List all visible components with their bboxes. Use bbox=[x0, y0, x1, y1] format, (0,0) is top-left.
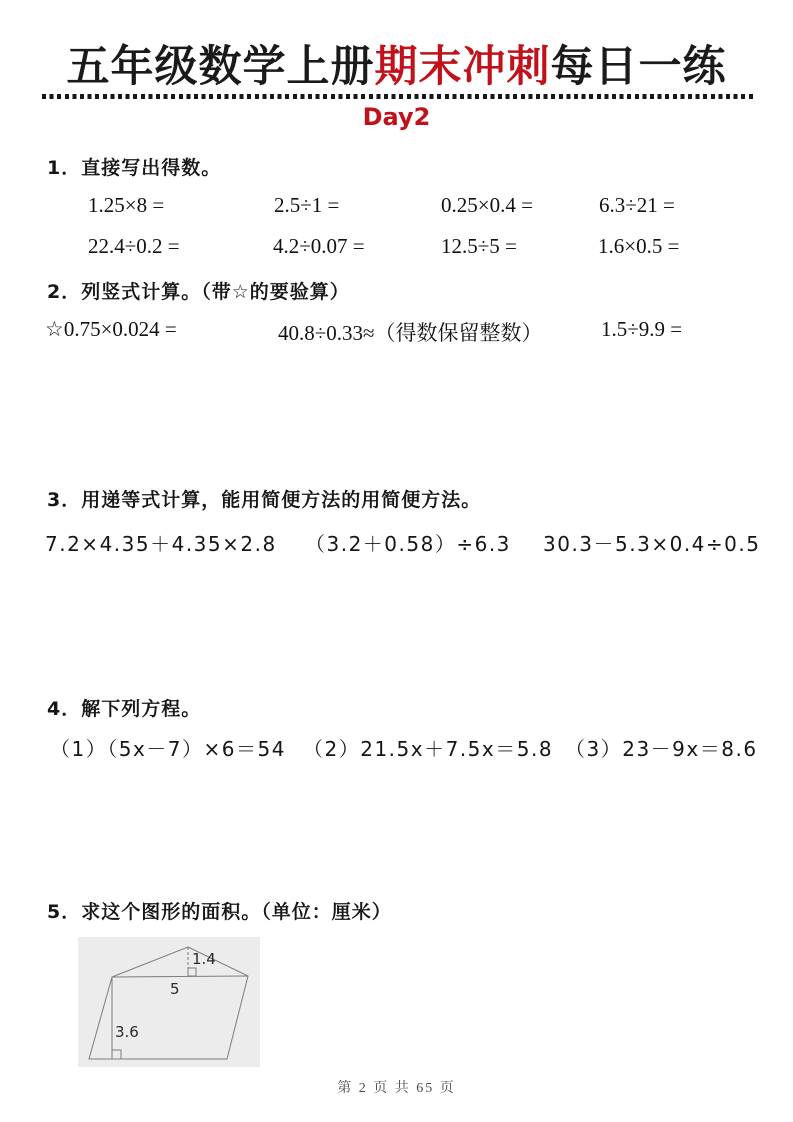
dotted-divider bbox=[42, 94, 754, 99]
q1-expression-8: 1.6×0.5 = bbox=[598, 234, 680, 258]
q3-expression-3: 30.3－5.3×0.4÷0.5 bbox=[543, 532, 761, 556]
question-3-heading: 3．用递等式计算，能用简便方法的用简便方法。 bbox=[47, 489, 482, 511]
label-base: 5 bbox=[170, 980, 180, 998]
title-suffix: 每日一练 bbox=[550, 42, 727, 92]
question-5-heading: 5．求这个图形的面积。（单位：厘米） bbox=[47, 901, 392, 923]
label-side-height: 3.6 bbox=[115, 1023, 139, 1041]
title-highlight: 期末冲刺 bbox=[374, 42, 551, 92]
q4-equation-2: （2）21.5x＋7.5x＝5.8 bbox=[303, 737, 554, 761]
page-number: 第 2 页 共 65 页 bbox=[337, 1081, 456, 1096]
question-2-heading: 2．列竖式计算。（带☆的要验算） bbox=[47, 281, 350, 303]
question-1-heading: 1．直接写出得数。 bbox=[47, 157, 222, 179]
q4-equation-3: （3）23－9x＝8.6 bbox=[565, 737, 758, 761]
q2-expression-3: 1.5÷9.9 = bbox=[601, 317, 683, 341]
page-title bbox=[0, 33, 793, 94]
q1-expression-7: 12.5÷5 = bbox=[441, 234, 517, 258]
question-4-heading: 4．解下列方程。 bbox=[47, 698, 202, 720]
title-prefix: 五年级数学上册 bbox=[66, 42, 375, 92]
q1-expression-5: 22.4÷0.2 = bbox=[88, 234, 180, 258]
label-triangle-height: 1.4 bbox=[192, 950, 216, 968]
area-figure bbox=[78, 937, 260, 1067]
q3-expression-1: 7.2×4.35＋4.35×2.8 bbox=[45, 532, 277, 556]
q3-expression-2: （3.2＋0.58）÷6.3 bbox=[305, 532, 511, 556]
q2-expression-2: 40.8÷0.33≈（得数保留整数） bbox=[278, 321, 543, 345]
q1-expression-3: 0.25×0.4 = bbox=[441, 193, 533, 217]
q1-expression-2: 2.5÷1 = bbox=[274, 193, 340, 217]
q1-expression-4: 6.3÷21 = bbox=[599, 193, 675, 217]
q1-expression-1: 1.25×8 = bbox=[88, 193, 165, 217]
day-subtitle: Day2 bbox=[362, 103, 431, 131]
q2-expression-1: ☆0.75×0.024 = bbox=[45, 317, 177, 341]
q4-equation-1: （1）（5x－7）×6＝54 bbox=[50, 737, 286, 761]
q1-expression-6: 4.2÷0.07 = bbox=[273, 234, 365, 258]
